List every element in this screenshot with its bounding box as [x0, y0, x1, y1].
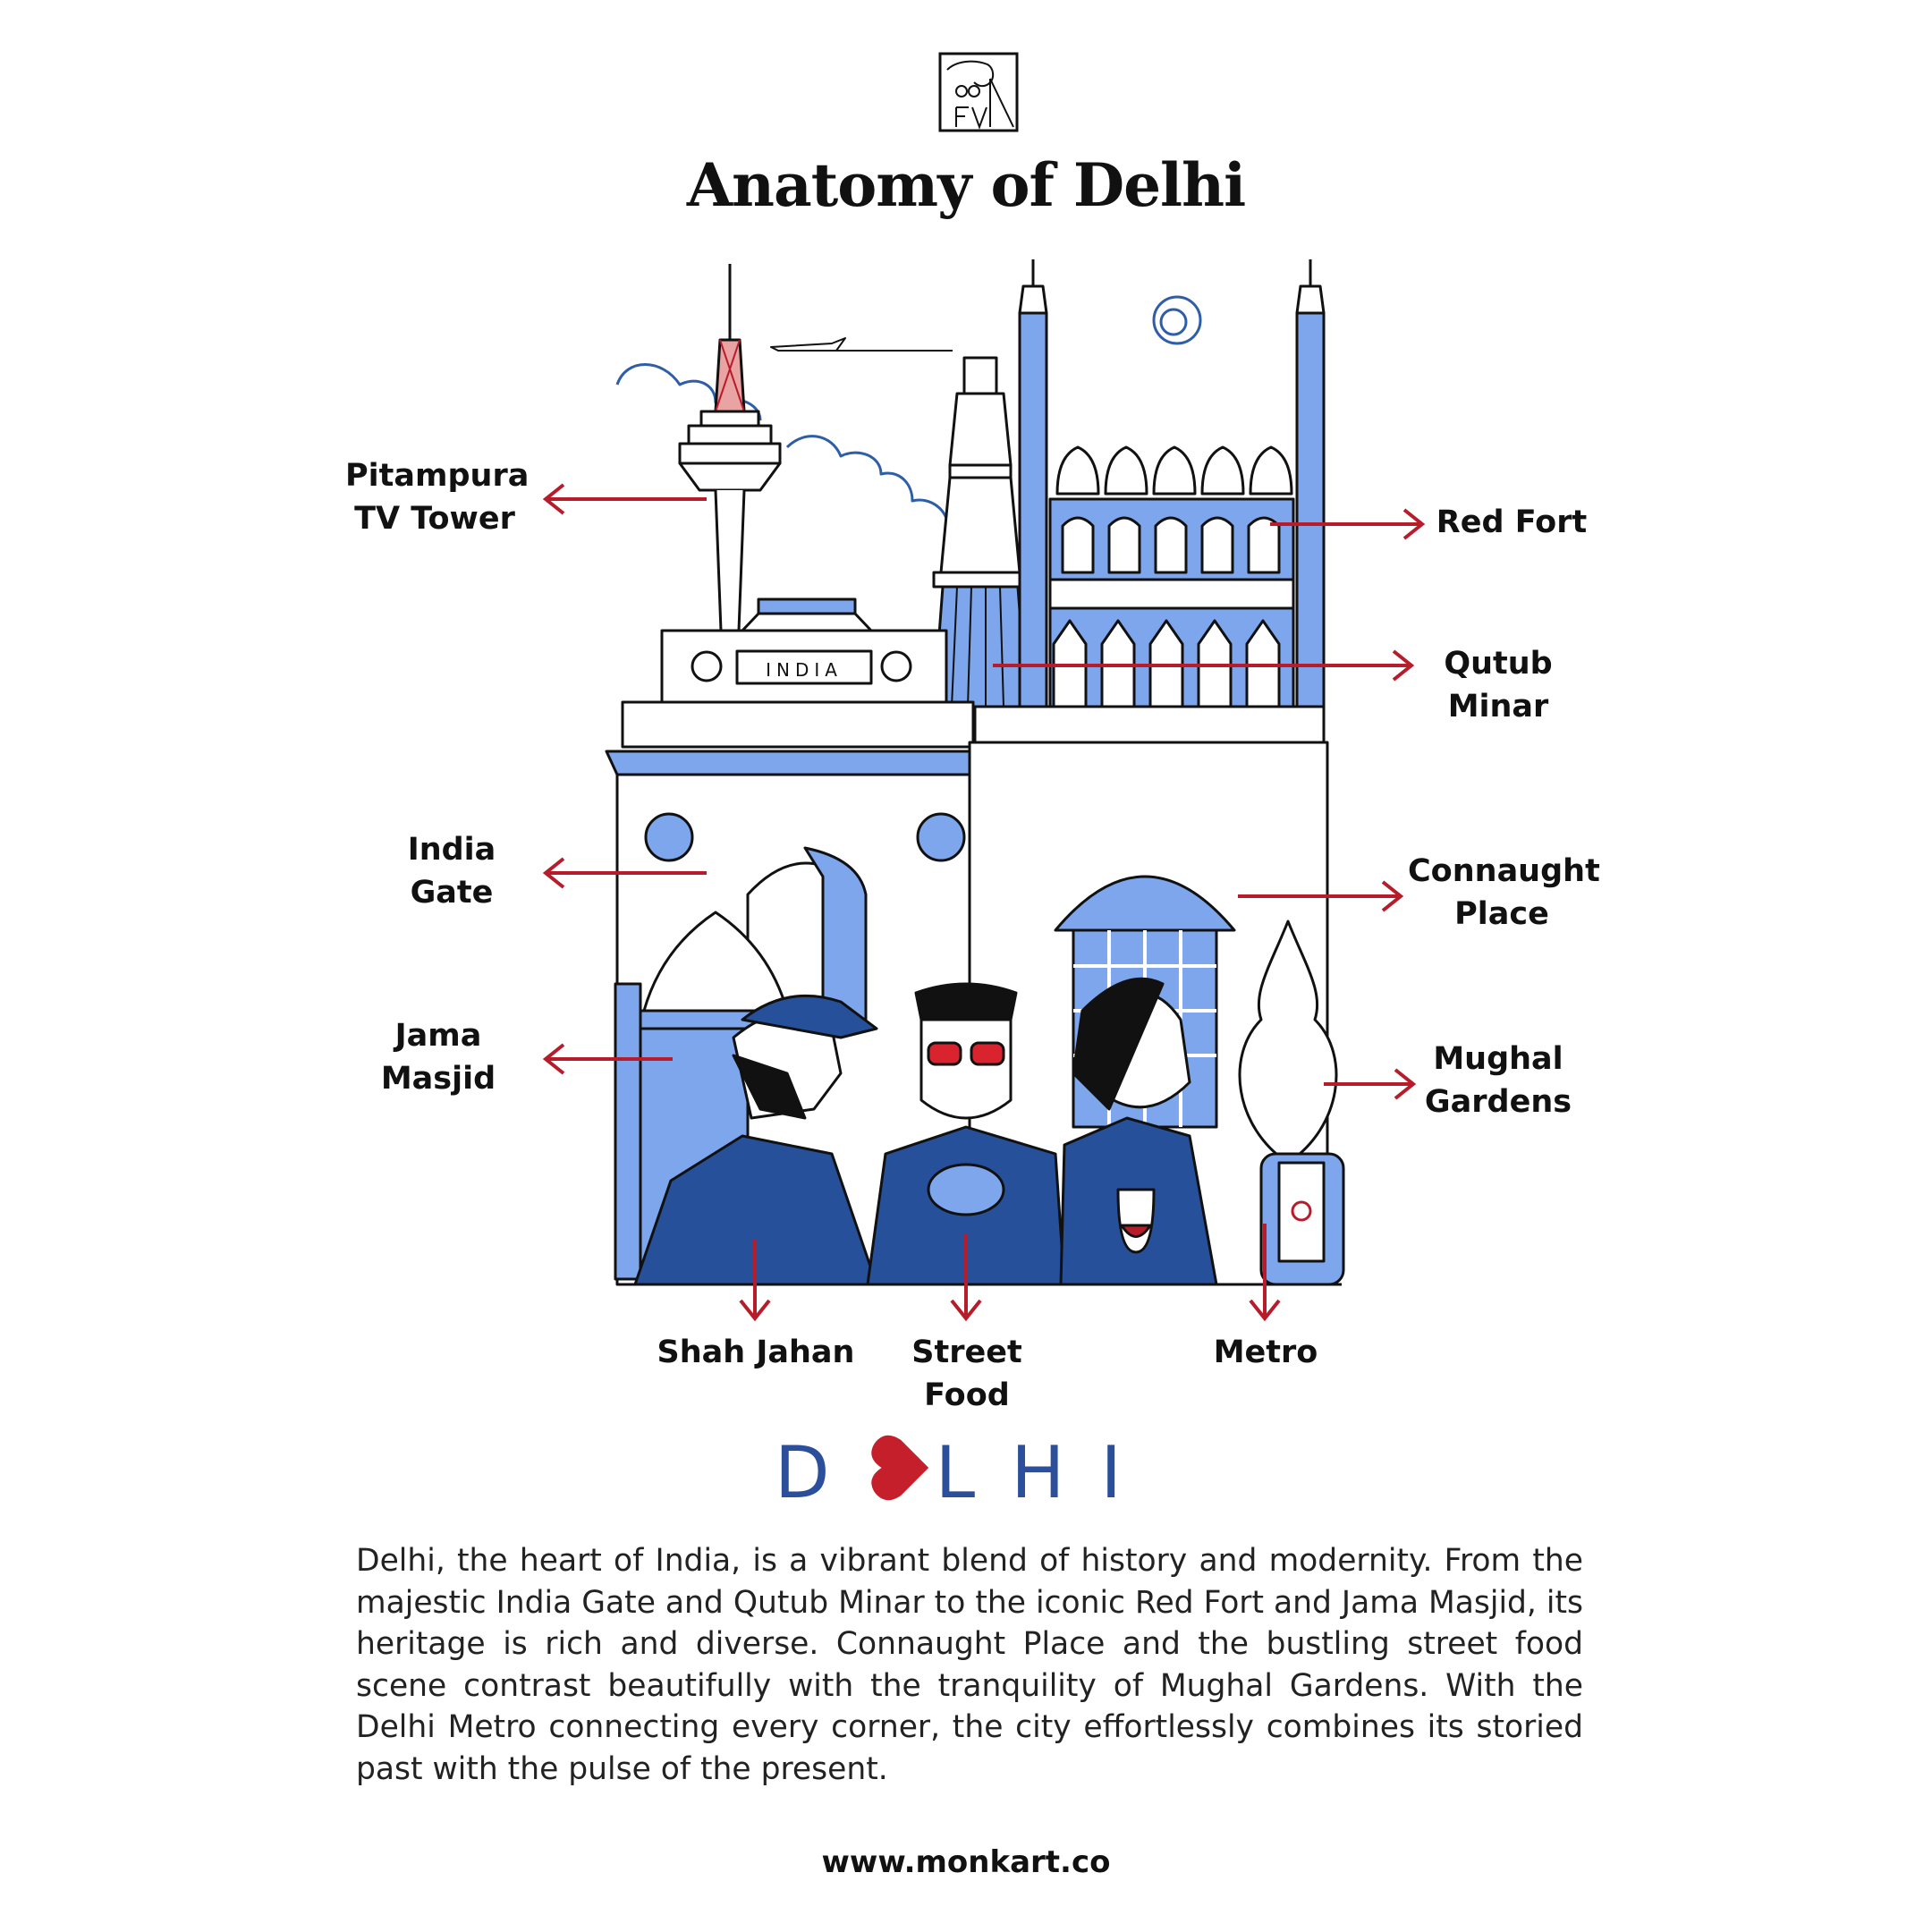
page-title: Anatomy of Delhi	[686, 150, 1246, 220]
description-paragraph: Delhi, the heart of India, is a vibrant blend of history and modernity. From the majestic India Gate and Qutub Minar to the iconic Red Fort and Jama Masjid, its heritage is rich and diverse. Connaught Place and the bustling street food scene contrast beautifully with the tranquility of Mughal Gardens. With the Delhi Metro connecting every corner, the city effortlessly combines its storied past with the pulse of the present.	[356, 1543, 1583, 1787]
label-pitampura: Pitampura TV Tower	[345, 458, 530, 537]
metro-train	[1261, 1154, 1343, 1284]
label-connaught: Connaught Place	[1408, 853, 1600, 932]
cloud	[787, 436, 948, 528]
website-link[interactable]: www.monkart.co	[821, 1844, 1111, 1880]
plane-icon	[771, 338, 953, 351]
red-fort	[1020, 259, 1324, 716]
delhi-brand	[0, 1431, 1932, 1514]
label-red-fort: Red Fort	[1436, 504, 1588, 540]
label-shah-jahan: Shah Jahan	[657, 1335, 855, 1370]
label-metro: Metro	[1213, 1335, 1318, 1370]
label-qutub: Qutub Minar	[1444, 646, 1553, 724]
india-sign: INDIA	[766, 659, 843, 681]
arrow-pitampura	[546, 485, 707, 513]
pitampura-tv-tower	[680, 264, 780, 631]
qutub-minar	[934, 358, 1027, 707]
label-street-food: Street Food	[911, 1335, 1022, 1413]
label-jama-masjid: Jama Masjid	[380, 1018, 496, 1097]
brand-letters: LHI	[935, 1431, 1157, 1514]
brand-letter-d: D	[775, 1431, 866, 1514]
label-india-gate: India Gate	[407, 832, 496, 911]
label-mughal: Mughal Gardens	[1424, 1041, 1572, 1120]
heart-icon	[866, 1433, 936, 1503]
